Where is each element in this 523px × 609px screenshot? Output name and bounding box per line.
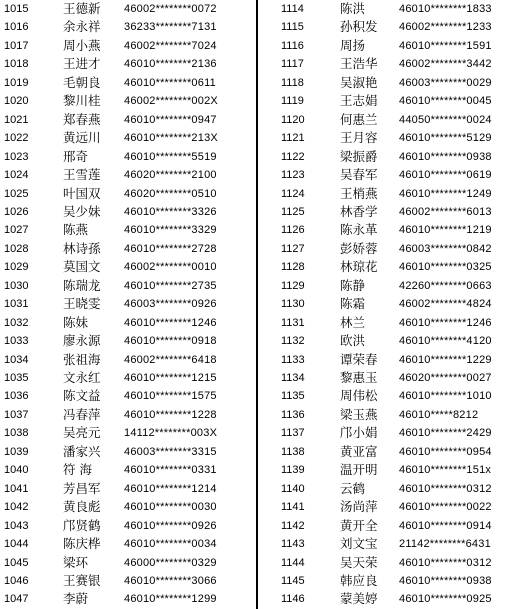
person-name: 欧洪 bbox=[340, 333, 366, 349]
table-row bbox=[262, 572, 523, 590]
person-name: 林兰 bbox=[340, 314, 366, 330]
table-row bbox=[0, 148, 256, 166]
row-number: 1138 bbox=[281, 445, 305, 458]
table-row bbox=[0, 185, 256, 203]
id-number: 14112********003X bbox=[124, 427, 218, 440]
person-name: 谭荣春 bbox=[340, 351, 378, 367]
person-name: 林琼花 bbox=[340, 259, 378, 275]
table-row bbox=[262, 92, 523, 110]
id-number: 46010********1215 bbox=[124, 372, 217, 384]
person-name: 陈静 bbox=[340, 277, 366, 293]
person-name: 王晓雯 bbox=[63, 296, 101, 312]
person-name: 陈霜 bbox=[340, 296, 366, 312]
row-number: 1019 bbox=[4, 76, 29, 89]
row-number: 1046 bbox=[4, 574, 29, 587]
table-row bbox=[0, 74, 256, 92]
id-number: 46010********0914 bbox=[399, 519, 492, 532]
person-name: 黄亚富 bbox=[340, 443, 378, 459]
person-name: 黄开全 bbox=[340, 517, 378, 533]
table-row bbox=[262, 369, 523, 387]
id-number: 46010********0045 bbox=[399, 95, 492, 108]
table-row bbox=[0, 0, 256, 18]
table-row bbox=[0, 554, 256, 572]
id-number: 46010********1246 bbox=[399, 316, 492, 329]
row-number: 1035 bbox=[4, 372, 29, 384]
id-number: 46002********0010 bbox=[124, 261, 217, 274]
row-number: 1029 bbox=[4, 261, 29, 274]
table-row bbox=[0, 37, 256, 55]
id-number: 46010********5519 bbox=[124, 150, 217, 163]
row-number: 1124 bbox=[281, 187, 305, 200]
table-row bbox=[0, 535, 256, 553]
table-row bbox=[0, 240, 256, 258]
row-number: 1127 bbox=[281, 242, 305, 255]
id-number: 46002********1233 bbox=[399, 21, 492, 34]
row-number: 1144 bbox=[281, 556, 305, 569]
row-number: 1036 bbox=[4, 390, 29, 403]
id-number: 46010********3326 bbox=[124, 205, 217, 218]
row-number: 1134 bbox=[281, 372, 305, 384]
id-number: 42260********0663 bbox=[399, 279, 492, 292]
person-name: 周小燕 bbox=[63, 37, 101, 53]
person-name: 韩应良 bbox=[340, 572, 378, 588]
table-row bbox=[0, 590, 256, 608]
row-number: 1129 bbox=[281, 279, 305, 292]
id-number: 46020********0510 bbox=[124, 187, 217, 200]
table-row bbox=[0, 480, 256, 498]
table-row bbox=[262, 277, 523, 295]
table-row bbox=[262, 74, 523, 92]
table-row bbox=[0, 92, 256, 110]
id-number: 46010********4120 bbox=[399, 335, 492, 348]
row-number: 1136 bbox=[281, 408, 305, 421]
table-row bbox=[0, 387, 256, 405]
id-number: 46003********0842 bbox=[399, 242, 492, 255]
id-number: 46010********0034 bbox=[124, 538, 217, 551]
table-row bbox=[262, 18, 523, 36]
id-number: 46010********0954 bbox=[399, 445, 492, 458]
person-name: 廖永源 bbox=[63, 333, 101, 349]
person-name: 符 海 bbox=[63, 462, 92, 478]
person-name: 陈燕 bbox=[63, 222, 89, 238]
table-row bbox=[262, 498, 523, 516]
row-number: 1120 bbox=[281, 113, 305, 126]
person-name: 孙积发 bbox=[340, 19, 378, 35]
row-number: 1025 bbox=[4, 187, 29, 200]
table-row bbox=[262, 554, 523, 572]
id-number: 46010********0312 bbox=[399, 482, 492, 495]
table-row bbox=[262, 295, 523, 313]
id-number: 46003********0926 bbox=[124, 298, 217, 311]
person-name: 陈永革 bbox=[340, 222, 378, 238]
person-name: 莫国文 bbox=[63, 259, 101, 275]
person-name: 梁振爵 bbox=[340, 148, 378, 164]
table-row bbox=[0, 166, 256, 184]
table-row bbox=[0, 572, 256, 590]
person-name: 吴淑艳 bbox=[340, 74, 378, 90]
row-number: 1131 bbox=[281, 316, 305, 329]
table-row bbox=[0, 517, 256, 535]
id-number: 46002********002X bbox=[124, 95, 218, 108]
id-number: 46010********2429 bbox=[399, 427, 492, 440]
table-row bbox=[262, 185, 523, 203]
id-number: 46010********0938 bbox=[399, 574, 492, 587]
id-number: 46010********1575 bbox=[124, 390, 217, 403]
row-number: 1133 bbox=[281, 353, 305, 366]
id-number: 46010********1010 bbox=[399, 390, 492, 403]
table-row bbox=[0, 55, 256, 73]
row-number: 1031 bbox=[4, 298, 29, 311]
row-number: 1146 bbox=[281, 593, 305, 606]
table-row bbox=[262, 129, 523, 147]
id-number: 46010********213X bbox=[124, 132, 218, 145]
id-number: 46010********151x bbox=[399, 464, 492, 477]
table-row bbox=[262, 240, 523, 258]
table-row bbox=[0, 129, 256, 147]
id-number: 46010********1214 bbox=[124, 482, 217, 495]
row-number: 1118 bbox=[281, 76, 304, 89]
row-number: 1143 bbox=[281, 538, 305, 551]
person-name: 蒙美婷 bbox=[340, 591, 378, 607]
person-name: 吴少妹 bbox=[63, 203, 101, 219]
table-row bbox=[0, 111, 256, 129]
row-number: 1125 bbox=[281, 205, 305, 218]
table-row bbox=[262, 387, 523, 405]
id-number: 46020********2100 bbox=[124, 169, 217, 182]
table-row bbox=[0, 221, 256, 239]
row-number: 1045 bbox=[4, 556, 29, 569]
row-number: 1044 bbox=[4, 538, 29, 551]
person-name: 梁环 bbox=[63, 554, 89, 570]
person-name: 邝小娟 bbox=[340, 425, 378, 441]
id-number: 46002********0072 bbox=[124, 3, 217, 15]
id-number: 46000********0329 bbox=[124, 556, 217, 569]
id-number: 46010********5129 bbox=[399, 132, 492, 145]
person-name: 周扬 bbox=[340, 37, 366, 53]
person-name: 温开明 bbox=[340, 462, 378, 478]
person-name: 陈妹 bbox=[63, 314, 89, 330]
person-name: 梁玉燕 bbox=[340, 406, 378, 422]
table-row bbox=[0, 295, 256, 313]
row-number: 1022 bbox=[4, 132, 29, 145]
row-number: 1016 bbox=[4, 21, 29, 34]
row-number: 1122 bbox=[281, 150, 305, 163]
id-number: 46020********0027 bbox=[399, 372, 492, 384]
person-name: 叶国双 bbox=[63, 185, 101, 201]
person-name: 林诗孫 bbox=[63, 240, 101, 256]
row-number: 1023 bbox=[4, 150, 29, 163]
table-row bbox=[262, 203, 523, 221]
person-name: 王赛银 bbox=[63, 572, 101, 588]
table-row bbox=[262, 166, 523, 184]
person-name: 黎川桂 bbox=[63, 93, 101, 109]
id-number: 46010********1249 bbox=[399, 187, 492, 200]
person-name: 王进才 bbox=[63, 56, 101, 72]
id-number: 46010********0312 bbox=[399, 556, 492, 569]
row-number: 1145 bbox=[281, 574, 305, 587]
row-number: 1040 bbox=[4, 464, 29, 477]
row-number: 1137 bbox=[281, 427, 305, 440]
table-row bbox=[262, 37, 523, 55]
id-number: 46010********1299 bbox=[124, 593, 217, 606]
row-number: 1135 bbox=[281, 390, 305, 403]
table-row bbox=[262, 332, 523, 350]
person-name: 黎惠玉 bbox=[340, 370, 378, 385]
row-number: 1132 bbox=[281, 335, 305, 348]
id-number: 46010********3329 bbox=[124, 224, 217, 237]
person-name: 王志娟 bbox=[340, 93, 378, 109]
row-number: 1033 bbox=[4, 335, 29, 348]
table-row bbox=[262, 258, 523, 276]
row-number: 1018 bbox=[4, 58, 29, 71]
row-number: 1119 bbox=[281, 95, 304, 108]
person-name: 刘文宝 bbox=[340, 536, 378, 552]
row-number: 1123 bbox=[281, 169, 305, 182]
table-row bbox=[0, 498, 256, 516]
table-row bbox=[262, 0, 523, 18]
person-name: 林香学 bbox=[340, 203, 378, 219]
row-number: 1037 bbox=[4, 408, 29, 421]
id-number: 46010********1246 bbox=[124, 316, 217, 329]
table-row bbox=[262, 461, 523, 479]
id-number: 46010********0022 bbox=[399, 501, 492, 514]
id-number: 46002********7024 bbox=[124, 39, 217, 52]
table-row bbox=[0, 314, 256, 332]
row-number: 1115 bbox=[281, 21, 304, 34]
person-name: 邝贤鹤 bbox=[63, 517, 101, 533]
id-number: 46002********6013 bbox=[399, 205, 492, 218]
id-number: 46010********2735 bbox=[124, 279, 217, 292]
id-number: 46003********3315 bbox=[124, 445, 217, 458]
person-name: 王德新 bbox=[63, 1, 101, 16]
table-row bbox=[262, 480, 523, 498]
row-number: 1024 bbox=[4, 169, 29, 182]
person-name: 李蔚 bbox=[63, 591, 89, 607]
person-name: 黄远川 bbox=[63, 130, 101, 146]
person-name: 邢奇 bbox=[63, 148, 89, 164]
person-name: 黄良彪 bbox=[63, 499, 101, 515]
person-name: 王月容 bbox=[340, 130, 378, 146]
id-number: 46010********1229 bbox=[399, 353, 492, 366]
table-row bbox=[262, 55, 523, 73]
table-row bbox=[0, 351, 256, 369]
person-name: 文永红 bbox=[63, 370, 101, 385]
row-number: 1038 bbox=[4, 427, 29, 440]
row-number: 1027 bbox=[4, 224, 29, 237]
row-number: 1032 bbox=[4, 316, 29, 329]
person-name: 郑春燕 bbox=[63, 111, 101, 127]
person-name: 陈庆桦 bbox=[63, 536, 101, 552]
id-number: 46010********1219 bbox=[399, 224, 492, 237]
row-number: 1047 bbox=[4, 593, 29, 606]
row-number: 1114 bbox=[281, 3, 304, 15]
table-row bbox=[0, 332, 256, 350]
column-divider bbox=[256, 0, 258, 609]
person-name: 云鹤 bbox=[340, 480, 366, 496]
id-number: 46010********2728 bbox=[124, 242, 217, 255]
person-name: 王梢燕 bbox=[340, 185, 378, 201]
row-number: 1142 bbox=[281, 519, 305, 532]
id-number: 46010********0611 bbox=[124, 76, 216, 89]
table-row bbox=[262, 351, 523, 369]
row-number: 1121 bbox=[281, 132, 305, 145]
table-row bbox=[0, 461, 256, 479]
id-number: 46010********0926 bbox=[124, 519, 217, 532]
person-name: 吴天荣 bbox=[340, 554, 378, 570]
id-number: 46010*****8212 bbox=[399, 408, 479, 421]
table-row bbox=[262, 111, 523, 129]
row-number: 1030 bbox=[4, 279, 29, 292]
table-row bbox=[262, 443, 523, 461]
id-number: 46010********0925 bbox=[399, 593, 492, 606]
id-number: 46002********3442 bbox=[399, 58, 492, 71]
table-row bbox=[0, 369, 256, 387]
person-name: 陈文益 bbox=[63, 388, 101, 404]
id-number: 46010********0331 bbox=[124, 464, 217, 477]
table-row bbox=[0, 424, 256, 442]
person-name: 张祖海 bbox=[63, 351, 101, 367]
table-row bbox=[262, 406, 523, 424]
person-name: 周伟松 bbox=[340, 388, 378, 404]
person-name: 汤尚萍 bbox=[340, 499, 378, 515]
row-number: 1021 bbox=[4, 113, 29, 126]
id-number: 44050********0024 bbox=[399, 113, 492, 126]
id-number: 46010********0918 bbox=[124, 335, 217, 348]
table-row bbox=[262, 535, 523, 553]
id-number: 46010********2136 bbox=[124, 58, 217, 71]
row-number: 1041 bbox=[4, 482, 29, 495]
table-row bbox=[262, 148, 523, 166]
table-row bbox=[0, 18, 256, 36]
row-number: 1139 bbox=[281, 464, 305, 477]
person-name: 陈洪 bbox=[340, 1, 366, 16]
id-number: 46002********6418 bbox=[124, 353, 217, 366]
row-number: 1043 bbox=[4, 519, 29, 532]
person-name: 余永祥 bbox=[63, 19, 101, 35]
person-name: 王雪莲 bbox=[63, 167, 101, 183]
table-row bbox=[262, 517, 523, 535]
table-row bbox=[262, 424, 523, 442]
person-name: 王浩华 bbox=[340, 56, 378, 72]
row-number: 1141 bbox=[281, 501, 305, 514]
row-number: 1015 bbox=[4, 3, 29, 15]
id-number: 46010********1228 bbox=[124, 408, 217, 421]
id-number: 46010********0938 bbox=[399, 150, 492, 163]
row-number: 1034 bbox=[4, 353, 29, 366]
id-number: 36233********7131 bbox=[124, 21, 217, 34]
id-number: 46010********3066 bbox=[124, 574, 217, 587]
table-row bbox=[0, 406, 256, 424]
person-name: 毛朝良 bbox=[63, 74, 101, 90]
row-number: 1130 bbox=[281, 298, 305, 311]
id-number: 46010********0619 bbox=[399, 169, 492, 182]
person-name: 彭娇蓉 bbox=[340, 240, 378, 256]
row-number: 1020 bbox=[4, 95, 29, 108]
row-number: 1039 bbox=[4, 445, 29, 458]
table-row bbox=[0, 258, 256, 276]
table-row bbox=[262, 590, 523, 608]
id-number: 46002********4824 bbox=[399, 298, 492, 311]
row-number: 1116 bbox=[281, 39, 304, 52]
id-number: 46010********1591 bbox=[399, 39, 492, 52]
table-row bbox=[0, 277, 256, 295]
right-column bbox=[262, 0, 523, 609]
row-number: 1126 bbox=[281, 224, 305, 237]
row-number: 1117 bbox=[281, 58, 304, 71]
id-number: 46010********0325 bbox=[399, 261, 492, 274]
table-row bbox=[0, 203, 256, 221]
row-number: 1028 bbox=[4, 242, 29, 255]
person-name: 潘家兴 bbox=[63, 443, 101, 459]
id-number: 46010********0030 bbox=[124, 501, 217, 514]
row-number: 1140 bbox=[281, 482, 305, 495]
id-number: 21142********6431 bbox=[399, 538, 491, 551]
table-row bbox=[0, 443, 256, 461]
person-name: 何惠兰 bbox=[340, 111, 378, 127]
person-name: 芳昌军 bbox=[63, 480, 101, 496]
person-name: 吴亮元 bbox=[63, 425, 101, 441]
person-name: 冯春萍 bbox=[63, 406, 101, 422]
id-number: 46010********0947 bbox=[124, 113, 217, 126]
row-number: 1128 bbox=[281, 261, 305, 274]
row-number: 1017 bbox=[4, 39, 29, 52]
row-number: 1042 bbox=[4, 501, 29, 514]
row-number: 1026 bbox=[4, 205, 29, 218]
table-row bbox=[262, 314, 523, 332]
person-name: 吴春军 bbox=[340, 167, 378, 183]
person-name: 陈瑞龙 bbox=[63, 277, 101, 293]
id-number: 46003********0029 bbox=[399, 76, 492, 89]
id-number: 46010********1833 bbox=[399, 3, 492, 15]
table-row bbox=[262, 221, 523, 239]
left-column bbox=[0, 0, 256, 609]
